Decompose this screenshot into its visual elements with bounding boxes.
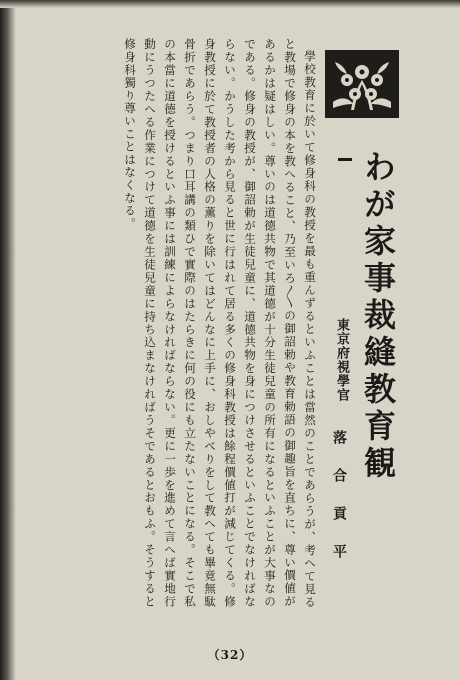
- floral-ornament-icon: [325, 50, 399, 118]
- page-number: （32）: [207, 648, 253, 662]
- author-title: 東京府視學官: [334, 318, 349, 402]
- page-binding-shadow: [0, 0, 16, 680]
- body-paragraph: 學校教育に於いて修身科の教授を最も重んずるといふことは當然のことであらうが、考へて見ると教場で修身の本を教へること、乃至いろ〳〵の御詔勅や教育勅語の御趣旨を直ちに、尊い價値があるかは疑はしい。尊いのは道德共物で其道德が十分生徒兒童の所有になるといふことが大事なのである。修身の教授が、御詔勅が生徒兒童に、道德共物を身につけさせるといふことでなければならない。かうした考から見ると世に行はれて居る多くの修身科教授は餘程價値打が減じてくる。修身教授に於て教授者の人格の薫りを除いてはどんなに上手に、おしやべりをして教へても畢竟無駄骨折であらう。つまり口耳講の類ひで實際のはたらきに何の役にも立たないことになる。そこで私の本當に道德を授けるといふ事には訓練によらなければならない。更に一歩を進めて言へば實地行動にうつたへる作業につけて道德を生徒兒童に持ち込まなければうそであるとおもふ。そうすると修身科獨り尊いことはなくなる。: [123, 38, 317, 608]
- article-body: [102, 38, 320, 608]
- floral-ornament-graphic: [327, 52, 397, 116]
- title-dash: [338, 158, 352, 161]
- page-top-shadow: [0, 0, 460, 8]
- author-name: 落合貢平: [331, 430, 347, 582]
- article-title: わが家事裁縫教育観: [359, 150, 397, 483]
